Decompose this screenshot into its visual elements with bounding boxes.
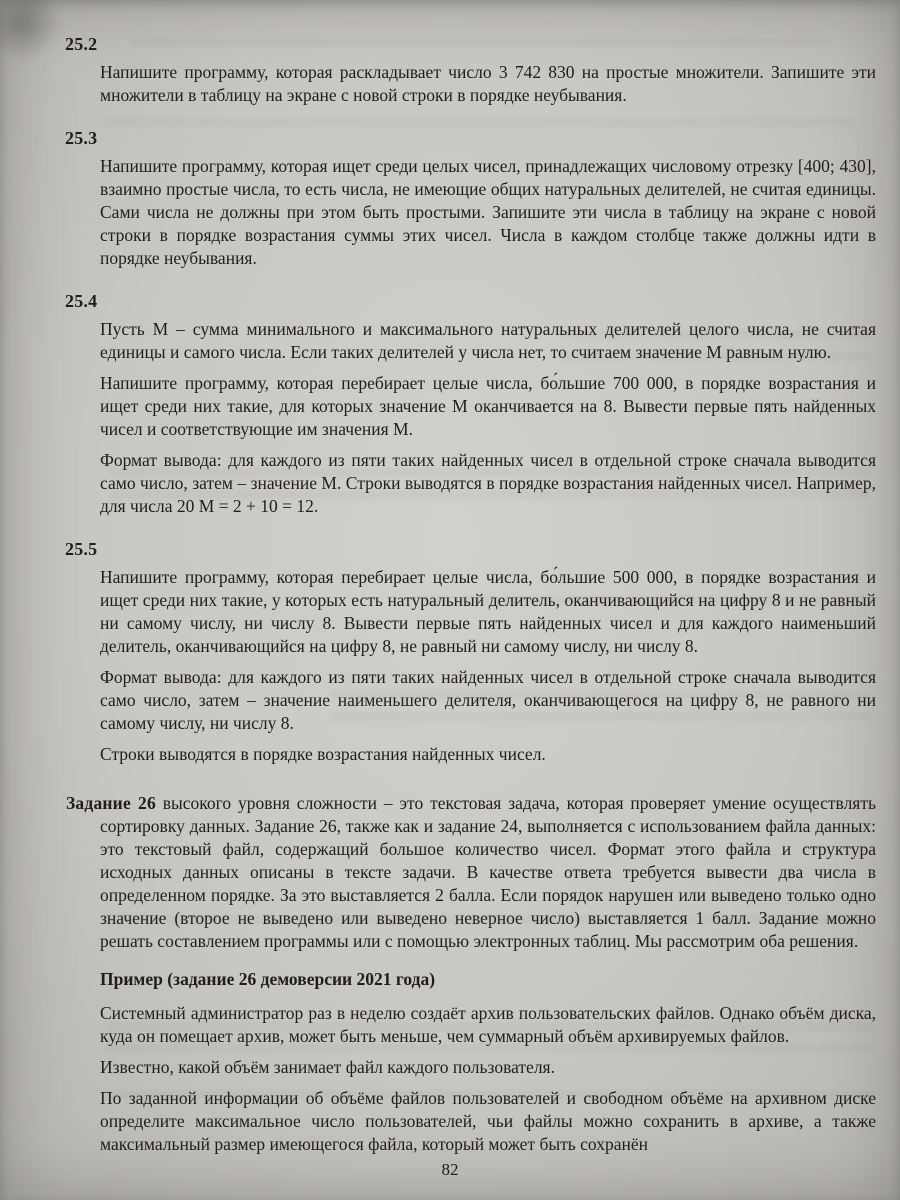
task26-intro-text: высокого уровня сложности – это текстовая задача, которая проверяет умение осуществлять сортировку данных. Задание 26, также как и задание 24, выполняется с использованием файла данных: это текстовый файл, содержащий большое количество чисел. Формат этого файла и структура исходных данных описаны в тексте задачи. В качестве ответа требуется вывести два числа в определенном порядке. За это выставляется 2 балла. Если порядок нарушен или выведено только одно значение (второе не выведено или выведено неверное число) выставляется 1 балл. Задание можно решать составлением программы или с помощью электронных таблиц. Мы рассмотрим оба решения.: [100, 793, 876, 951]
problem-text: Напишите программу, которая ищет среди целых чисел, принадлежащих числовому отрезку [400; 430], взаимно простые числа, то есть числа, не имеющие общих натуральных делителей, не считая единицы. Сами числа не должны при этом быть простыми. Запишите эти числа в таблицу на экране с новой строки в порядке возрастания суммы этих чисел. Числа в каждом столбце также должны идти в порядке неубывания.: [100, 156, 876, 268]
problem-text: Формат вывода: для каждого из пяти таких найденных чисел в отдельной строке сначала выводится само число, затем – значение M. Строки выводятся в порядке возрастания найденных чисел. Например, для числа 20 M = 2 + 10 = 12.: [100, 450, 876, 516]
section-number: 25.5: [65, 539, 98, 559]
section-number: 25.3: [65, 128, 98, 148]
example-text: Известно, какой объём занимает файл каждого пользователя.: [100, 1057, 555, 1077]
problem-text: Пусть M – сумма минимального и максимального натуральных делителей целого числа, не считая единицы и самого числа. Если таких делителей у числа нет, то считаем значение M равным нулю.: [100, 319, 876, 362]
section-number: 25.4: [65, 291, 98, 311]
task26-intro: [66, 792, 876, 953]
section-task-26: [66, 792, 876, 1156]
section-25-2: [65, 34, 876, 107]
page-number: 82: [441, 1160, 459, 1179]
example-heading: Пример (задание 26 демоверсии 2021 года): [100, 969, 436, 989]
problem-text: Формат вывода: для каждого из пяти таких найденных чисел в отдельной строке сначала выводится само число, затем – значение наименьшего делителя, оканчивающегося на цифру 8, не равного ни самому числу, ни числу 8.: [100, 667, 876, 733]
example-text: По заданной информации об объёме файлов пользователей и свободном объёме на архивном диске определите максимальное число пользователей, чьи файлы можно сохранить в архиве, а также максимальный размер имеющегося файла, который может быть сохранён: [100, 1088, 876, 1154]
section-25-4: [65, 291, 876, 518]
problem-text: Напишите программу, которая раскладывает число 3 742 830 на простые множители. Запишите эти множители в таблицу на экране с новой строки в порядке неубывания.: [100, 62, 876, 105]
scan-corner-shadow: [0, 0, 62, 62]
example-text: Системный администратор раз в неделю создаёт архив пользовательских файлов. Однако объём диска, куда он помещает архив, может быть меньше, чем суммарный объём архивируемых файлов.: [100, 1003, 876, 1046]
section-number: 25.2: [65, 34, 98, 54]
page-footer: [0, 1160, 900, 1180]
section-25-5: [65, 539, 876, 766]
page-content: [65, 34, 876, 1156]
task26-lead: Задание 26: [66, 793, 156, 813]
problem-text: Напишите программу, которая перебирает целые числа, бо́льшие 700 000, в порядке возрастания и ищет среди них такие, для которых значение M оканчивается на 8. Вывести первые пять найденных чисел и соответствующие им значения M.: [100, 373, 876, 439]
problem-text: Напишите программу, которая перебирает целые числа, бо́льшие 500 000, в порядке возрастания и ищет среди них такие, у которых есть натуральный делитель, оканчивающийся на цифру 8 и не равный ни самому числу, ни числу 8. Вывести первые пять найденных чисел и для каждого наименьший делитель, оканчивающийся на цифру 8, не равный ни самому числу, ни числу 8.: [100, 567, 876, 656]
problem-text: Строки выводятся в порядке возрастания найденных чисел.: [100, 744, 546, 764]
section-25-3: [65, 128, 876, 270]
